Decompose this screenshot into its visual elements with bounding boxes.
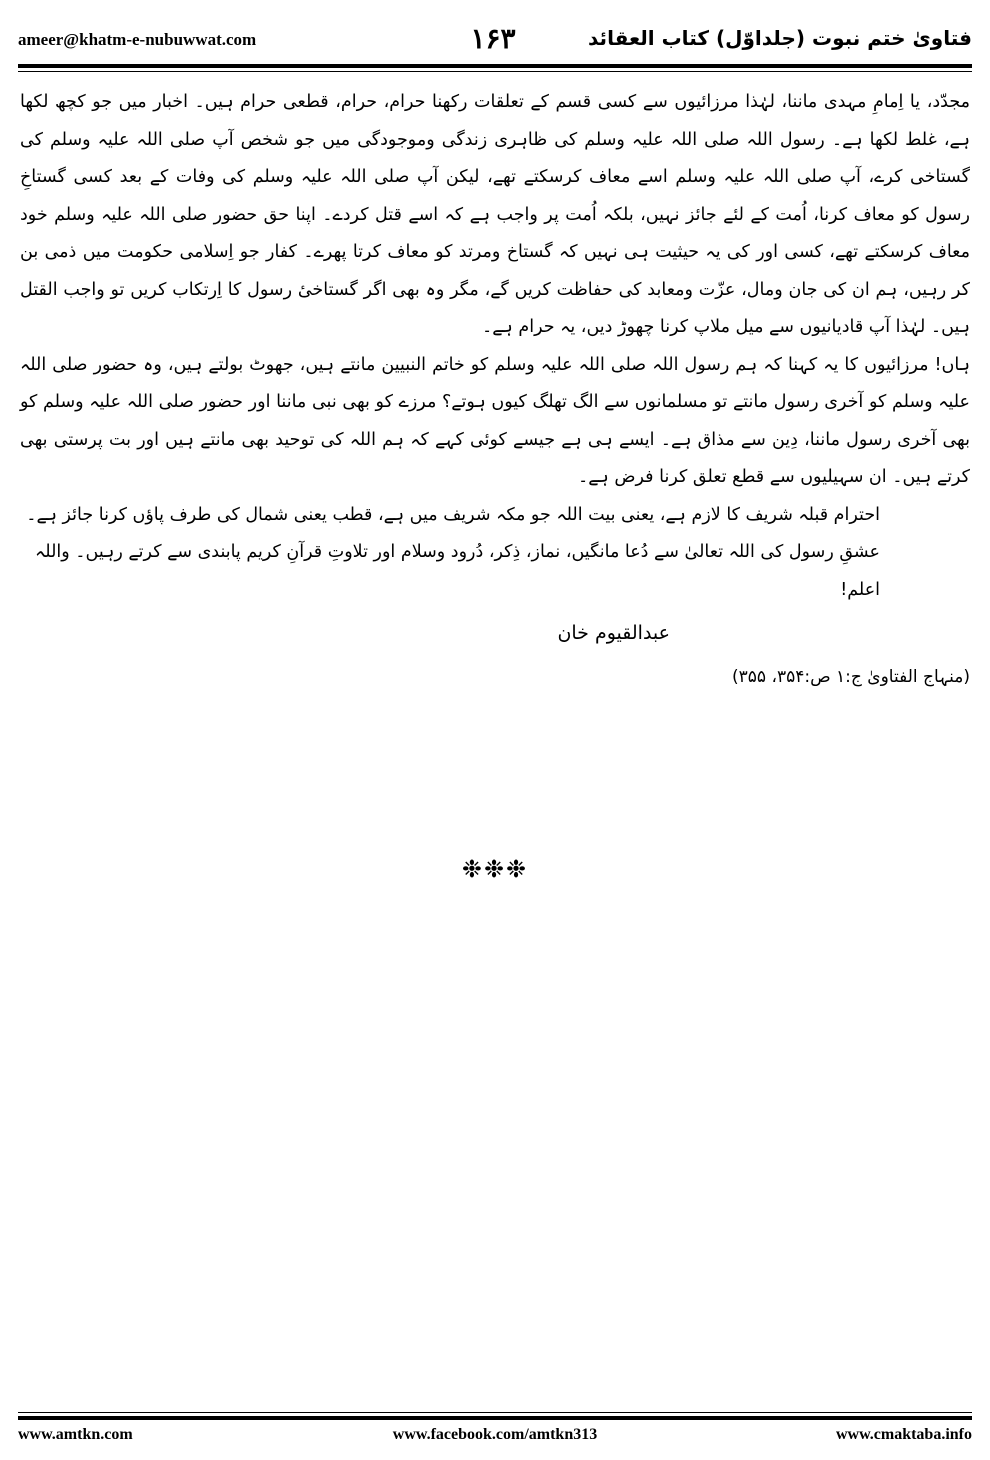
book-title: فتاویٰ ختم نبوت (جلداوّل) کتاب العقائد bbox=[588, 26, 972, 50]
paragraph-1: مجدّد، یا اِمامِ مہدی ماننا، لہٰذا مرزائیوں سے کسی قسم کے تعلقات رکھنا حرام، حرام، قطعی حرام ہیں۔ اخبار میں جو کچھ لکھا ہے، غلط لکھا ہے۔ رسول اللہ صلی اللہ علیہ وسلم کی ظاہری زندگی وموجودگی میں جو شخص آپ صلی اللہ علیہ وسلم کی گستاخی کرے، آپ صلی اللہ علیہ وسلم اسے معاف کرسکتے تھے، لیکن آپ صلی اللہ علیہ وسلم کی وفات کے بعد کسی گستاخِ رسول کو معاف کرنا، اُمت کے لئے جائز نہیں، بلکہ اُمت پر واجب ہے کہ اسے قتل کردے۔ اپنا حق حضور صلی اللہ علیہ وسلم خود معاف کرسکتے تھے، کسی اور کی یہ حیثیت ہی نہیں کہ گستاخ ومرتد کو معاف کرتا پھرے۔ کفار جو اِسلامی حکومت میں ذمی بن کر رہیں، ہم ان کی جان ومال، عزّت ومعابد کی حفاظت کریں گے، مگر وہ بھی اگر گستاخیٔ رسول کا اِرتکاب کریں تو واجب القتل ہیں۔ لہٰذا آپ قادیانیوں سے میل ملاپ کرنا چھوڑ دیں، یہ حرام ہے۔ bbox=[20, 92, 970, 337]
header-email: ameer@khatm-e-nubuwwat.com bbox=[18, 30, 257, 49]
indented-line-2: عشقِ رسول کی اللہ تعالیٰ سے دُعا مانگیں، نماز، ذِکر، دُرود وسلام اور تلاوتِ قرآنِ کریم پابندی سے کرتے رہیں۔ واللہ اعلم! bbox=[35, 542, 880, 600]
header-rule-thick bbox=[18, 64, 972, 68]
page-footer bbox=[18, 1426, 972, 1450]
section-separator: ❉❉❉ bbox=[461, 855, 529, 883]
page-number: ۱۶۳ bbox=[470, 22, 516, 55]
page-header bbox=[18, 20, 972, 64]
header-rule-thin bbox=[18, 71, 972, 72]
footer-rule-thin bbox=[18, 1412, 972, 1413]
reference: (منہاج الفتاویٰ ج:۱ ص:۳۵۴، ۳۵۵) bbox=[732, 667, 970, 687]
footer-link-cmaktaba[interactable]: www.cmaktaba.info bbox=[835, 1426, 972, 1443]
footer-rule-thick bbox=[18, 1416, 972, 1420]
footer-link-amtkn[interactable]: www.amtkn.com bbox=[18, 1426, 133, 1443]
footer-link-facebook[interactable]: www.facebook.com/amtkn313 bbox=[392, 1426, 598, 1443]
body-text bbox=[20, 84, 970, 697]
paragraph-2: ہاں! مرزائیوں کا یہ کہنا کہ ہم رسول اللہ صلی اللہ علیہ وسلم کو خاتم النبیین مانتے ہیں، جھوٹ بولتے ہیں، وہ حضور صلی اللہ علیہ وسلم کو آخری رسول مانتے تو مسلمانوں سے الگ تھلگ کیوں ہوتے؟ مرزے کو بھی نبی ماننا اور حضور صلی اللہ علیہ وسلم کو بھی آخری رسول ماننا، دِین سے مذاق ہے۔ ایسے ہی ہے جیسے کوئی کہے کہ ہم اللہ کی توحید بھی مانتے ہیں اور بت پرستی بھی کرتے ہیں۔ ان سہیلیوں سے قطع تعلق کرنا فرض ہے۔ bbox=[20, 354, 970, 487]
signature: عبدالقیوم خان bbox=[557, 622, 670, 644]
indented-line-1: احترام قبلہ شریف کا لازم ہے، یعنی بیت اللہ جو مکہ شریف میں ہے، قطب یعنی شمال کی طرف پاؤں کرنا جائز ہے۔ bbox=[26, 504, 880, 525]
